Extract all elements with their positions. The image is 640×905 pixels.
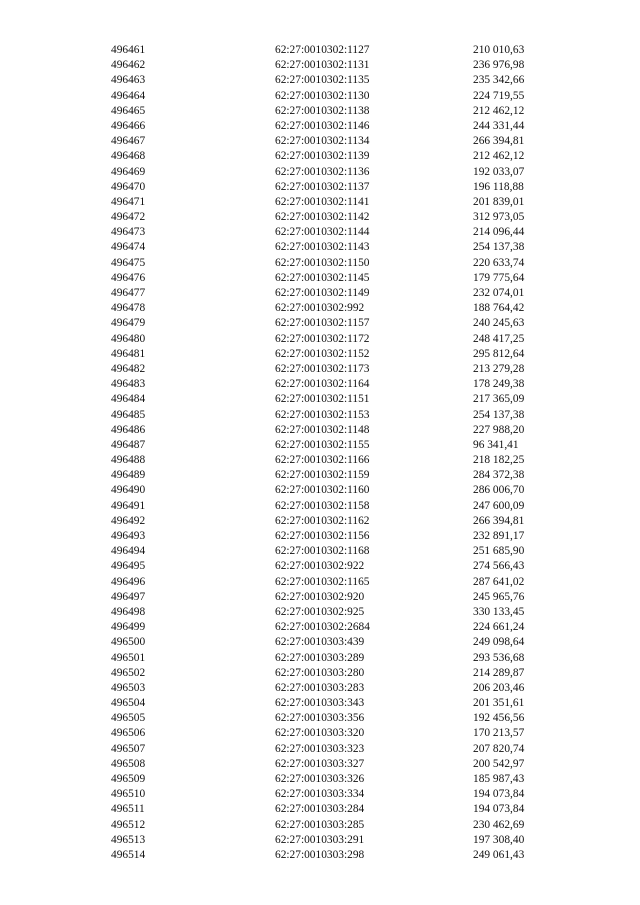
table-row <box>0 43 640 58</box>
row-number: 496501 <box>111 651 146 664</box>
cadastral-number: 62:27:0010303:280 <box>275 666 365 679</box>
table-row <box>0 833 640 848</box>
table-row <box>0 620 640 635</box>
row-number: 496503 <box>111 681 146 694</box>
row-number: 496502 <box>111 666 146 679</box>
cadastral-value: 206 203,46 <box>473 681 525 694</box>
cadastral-value: 201 839,01 <box>473 195 525 208</box>
cadastral-value: 179 775,64 <box>473 271 525 284</box>
row-number: 496509 <box>111 773 146 785</box>
row-number: 496476 <box>111 271 146 284</box>
cadastral-number: 62:27:0010302:1153 <box>275 408 370 421</box>
row-number: 496488 <box>111 454 146 467</box>
table-row <box>0 104 640 119</box>
table-row <box>0 119 640 134</box>
cadastral-value: 235 342,66 <box>473 74 525 87</box>
cadastral-value: 197 308,40 <box>473 833 525 846</box>
cadastral-number: 62:27:0010302:922 <box>275 560 365 573</box>
cadastral-value: 254 137,38 <box>473 241 525 254</box>
table-row <box>0 73 640 88</box>
cadastral-value: 330 133,45 <box>473 605 525 618</box>
table-row <box>0 651 640 666</box>
cadastral-value: 170 213,57 <box>473 727 525 740</box>
cadastral-number: 62:27:0010303:289 <box>275 651 365 664</box>
cadastral-number: 62:27:0010302:1148 <box>275 423 370 436</box>
cadastral-value: 266 394,81 <box>473 514 525 527</box>
cadastral-value: 248 417,25 <box>473 332 525 345</box>
table-row <box>0 453 640 468</box>
cadastral-value: 254 137,38 <box>473 408 525 421</box>
table-row <box>0 514 640 529</box>
table-row <box>0 58 640 73</box>
cadastral-value: 251 685,90 <box>473 545 525 558</box>
row-number: 496466 <box>111 119 146 132</box>
cadastral-number: 62:27:0010303:356 <box>275 712 365 725</box>
table-row <box>0 165 640 180</box>
row-number: 496482 <box>111 362 146 375</box>
row-number: 496490 <box>111 484 146 497</box>
table-row <box>0 802 640 817</box>
row-number: 496480 <box>111 332 146 345</box>
cadastral-number: 62:27:0010302:1155 <box>275 438 370 451</box>
cadastral-number: 62:27:0010302:920 <box>275 590 365 603</box>
cadastral-value: 236 976,98 <box>473 59 525 72</box>
cadastral-value: 249 098,64 <box>473 636 525 649</box>
row-number: 496481 <box>111 347 146 360</box>
table-row <box>0 468 640 483</box>
cadastral-value: 232 891,17 <box>473 530 525 542</box>
row-number: 496494 <box>111 545 146 558</box>
row-number: 496464 <box>111 89 146 102</box>
cadastral-number: 62:27:0010302:1158 <box>275 499 370 512</box>
row-number: 496510 <box>111 788 146 801</box>
table-row <box>0 726 640 741</box>
table-row <box>0 590 640 605</box>
cadastral-number: 62:27:0010302:1127 <box>275 44 370 56</box>
cadastral-value: 245 965,76 <box>473 590 525 603</box>
row-number: 496465 <box>111 104 146 117</box>
cadastral-value: 312 973,05 <box>473 211 525 224</box>
cadastral-number: 62:27:0010302:1136 <box>275 165 370 178</box>
cadastral-value: 266 394,81 <box>473 135 525 148</box>
cadastral-number: 62:27:0010303:326 <box>275 773 365 785</box>
row-number: 496479 <box>111 317 146 330</box>
row-number: 496496 <box>111 575 146 588</box>
cadastral-number: 62:27:0010302:925 <box>275 605 365 618</box>
cadastral-value: 230 462,69 <box>473 818 525 831</box>
cadastral-number: 62:27:0010303:323 <box>275 742 365 755</box>
table-row <box>0 787 640 802</box>
cadastral-value: 188 764,42 <box>473 302 525 315</box>
row-number: 496497 <box>111 590 146 603</box>
row-number: 496477 <box>111 287 146 299</box>
row-number: 496512 <box>111 818 146 831</box>
table-row <box>0 149 640 164</box>
cadastral-value: 240 245,63 <box>473 317 525 330</box>
cadastral-number: 62:27:0010302:1137 <box>275 180 370 193</box>
cadastral-number: 62:27:0010303:343 <box>275 697 365 710</box>
cadastral-number: 62:27:0010303:334 <box>275 788 365 801</box>
row-number: 496473 <box>111 226 146 239</box>
row-number: 496487 <box>111 438 146 451</box>
table-row <box>0 316 640 331</box>
table-row <box>0 180 640 195</box>
cadastral-value: 227 988,20 <box>473 423 525 436</box>
cadastral-value: 214 096,44 <box>473 226 525 239</box>
row-number: 496470 <box>111 180 146 193</box>
cadastral-value: 284 372,38 <box>473 469 525 482</box>
row-number: 496483 <box>111 378 146 391</box>
cadastral-value: 224 661,24 <box>473 621 525 634</box>
cadastral-number: 62:27:0010303:320 <box>275 727 365 740</box>
cadastral-number: 62:27:0010302:1160 <box>275 484 370 497</box>
row-number: 496489 <box>111 469 146 482</box>
cadastral-number: 62:27:0010302:1166 <box>275 454 370 467</box>
row-number: 496469 <box>111 165 146 178</box>
cadastral-number: 62:27:0010302:2684 <box>275 621 370 634</box>
cadastral-number: 62:27:0010302:1172 <box>275 332 370 345</box>
row-number: 496491 <box>111 499 146 512</box>
table-row <box>0 89 640 104</box>
row-number: 496504 <box>111 697 146 710</box>
cadastral-number: 62:27:0010302:1165 <box>275 575 370 588</box>
cadastral-number: 62:27:0010302:992 <box>275 302 365 315</box>
cadastral-value: 212 462,12 <box>473 150 525 163</box>
row-number: 496463 <box>111 74 146 87</box>
table-row <box>0 848 640 863</box>
row-number: 496499 <box>111 621 146 634</box>
table-row <box>0 742 640 757</box>
table-row <box>0 438 640 453</box>
table-row <box>0 681 640 696</box>
cadastral-number: 62:27:0010302:1143 <box>275 241 370 254</box>
cadastral-value: 217 365,09 <box>473 393 525 406</box>
table-row <box>0 772 640 787</box>
cadastral-number: 62:27:0010302:1141 <box>275 195 370 208</box>
cadastral-value: 192 456,56 <box>473 712 525 725</box>
cadastral-value: 210 010,63 <box>473 44 525 56</box>
table-row <box>0 210 640 225</box>
row-number: 496484 <box>111 393 146 406</box>
table-row <box>0 818 640 833</box>
cadastral-value: 247 600,09 <box>473 499 525 512</box>
table-row <box>0 286 640 301</box>
cadastral-number: 62:27:0010302:1149 <box>275 287 370 299</box>
table-row <box>0 605 640 620</box>
table-row <box>0 240 640 255</box>
table-row <box>0 134 640 149</box>
table-row <box>0 423 640 438</box>
row-number: 496513 <box>111 833 146 846</box>
cadastral-number: 62:27:0010302:1146 <box>275 119 370 132</box>
table-row <box>0 666 640 681</box>
cadastral-value: 194 073,84 <box>473 803 525 816</box>
cadastral-number: 62:27:0010302:1150 <box>275 256 370 269</box>
cadastral-value: 244 331,44 <box>473 119 525 132</box>
cadastral-number: 62:27:0010302:1134 <box>275 135 370 148</box>
row-number: 496492 <box>111 514 146 527</box>
cadastral-number: 62:27:0010303:285 <box>275 818 365 831</box>
table-row <box>0 696 640 711</box>
table-row <box>0 559 640 574</box>
table-row <box>0 575 640 590</box>
table-row <box>0 392 640 407</box>
cadastral-number: 62:27:0010302:1168 <box>275 545 370 558</box>
cadastral-number: 62:27:0010303:291 <box>275 833 365 846</box>
row-number: 496493 <box>111 530 146 542</box>
row-number: 496461 <box>111 44 146 56</box>
row-number: 496468 <box>111 150 146 163</box>
cadastral-number: 62:27:0010302:1145 <box>275 271 370 284</box>
table-row <box>0 483 640 498</box>
cadastral-number: 62:27:0010302:1144 <box>275 226 370 239</box>
cadastral-number: 62:27:0010302:1159 <box>275 469 370 482</box>
cadastral-value: 295 812,64 <box>473 347 525 360</box>
table-row <box>0 362 640 377</box>
table-row <box>0 635 640 650</box>
table-row <box>0 757 640 772</box>
row-number: 496478 <box>111 302 146 315</box>
table-row <box>0 529 640 544</box>
cadastral-number: 62:27:0010303:298 <box>275 848 365 861</box>
table-row <box>0 332 640 347</box>
cadastral-value: 192 033,07 <box>473 165 525 178</box>
row-number: 496495 <box>111 560 146 573</box>
cadastral-number: 62:27:0010302:1164 <box>275 378 370 391</box>
cadastral-number: 62:27:0010302:1138 <box>275 104 370 117</box>
cadastral-number: 62:27:0010302:1157 <box>275 317 370 330</box>
cadastral-value: 196 118,88 <box>473 180 524 193</box>
cadastral-value: 194 073,84 <box>473 788 525 801</box>
cadastral-number: 62:27:0010302:1130 <box>275 89 370 102</box>
cadastral-value: 220 633,74 <box>473 256 525 269</box>
cadastral-number: 62:27:0010303:439 <box>275 636 365 649</box>
cadastral-number: 62:27:0010302:1151 <box>275 393 370 406</box>
cadastral-value: 213 279,28 <box>473 362 525 375</box>
row-number: 496486 <box>111 423 146 436</box>
cadastral-value-table <box>0 43 640 863</box>
table-row <box>0 377 640 392</box>
table-row <box>0 408 640 423</box>
row-number: 496498 <box>111 605 146 618</box>
cadastral-value: 214 289,87 <box>473 666 525 679</box>
row-number: 496467 <box>111 135 146 148</box>
table-row <box>0 711 640 726</box>
row-number: 496514 <box>111 848 146 861</box>
table-row <box>0 499 640 514</box>
row-number: 496485 <box>111 408 146 421</box>
cadastral-value: 286 006,70 <box>473 484 525 497</box>
cadastral-value: 185 987,43 <box>473 773 525 785</box>
cadastral-value: 218 182,25 <box>473 454 525 467</box>
cadastral-value: 201 351,61 <box>473 697 525 710</box>
cadastral-value: 274 566,43 <box>473 560 525 573</box>
cadastral-value: 207 820,74 <box>473 742 525 755</box>
cadastral-value: 212 462,12 <box>473 104 525 117</box>
row-number: 496475 <box>111 256 146 269</box>
cadastral-number: 62:27:0010302:1173 <box>275 362 370 375</box>
cadastral-value: 293 536,68 <box>473 651 525 664</box>
row-number: 496508 <box>111 757 146 770</box>
cadastral-number: 62:27:0010302:1139 <box>275 150 370 163</box>
cadastral-value: 178 249,38 <box>473 378 525 391</box>
row-number: 496472 <box>111 211 146 224</box>
row-number: 496462 <box>111 59 146 72</box>
table-row <box>0 544 640 559</box>
table-row <box>0 271 640 286</box>
cadastral-value: 249 061,43 <box>473 848 525 861</box>
cadastral-number: 62:27:0010303:284 <box>275 803 365 816</box>
cadastral-value: 96 341,41 <box>473 438 519 451</box>
cadastral-number: 62:27:0010302:1152 <box>275 347 370 360</box>
cadastral-value: 200 542,97 <box>473 757 525 770</box>
table-row <box>0 195 640 210</box>
cadastral-value: 232 074,01 <box>473 287 525 299</box>
row-number: 496471 <box>111 195 146 208</box>
row-number: 496511 <box>111 803 145 816</box>
cadastral-value: 224 719,55 <box>473 89 525 102</box>
cadastral-number: 62:27:0010303:283 <box>275 681 365 694</box>
cadastral-number: 62:27:0010302:1131 <box>275 59 370 72</box>
table-row <box>0 301 640 316</box>
table-row <box>0 225 640 240</box>
row-number: 496474 <box>111 241 146 254</box>
cadastral-number: 62:27:0010303:327 <box>275 757 365 770</box>
row-number: 496500 <box>111 636 146 649</box>
cadastral-number: 62:27:0010302:1162 <box>275 514 370 527</box>
row-number: 496507 <box>111 742 146 755</box>
cadastral-number: 62:27:0010302:1135 <box>275 74 370 87</box>
table-row <box>0 347 640 362</box>
cadastral-number: 62:27:0010302:1142 <box>275 211 370 224</box>
row-number: 496506 <box>111 727 146 740</box>
row-number: 496505 <box>111 712 146 725</box>
cadastral-value: 287 641,02 <box>473 575 525 588</box>
cadastral-number: 62:27:0010302:1156 <box>275 530 370 542</box>
table-row <box>0 256 640 271</box>
